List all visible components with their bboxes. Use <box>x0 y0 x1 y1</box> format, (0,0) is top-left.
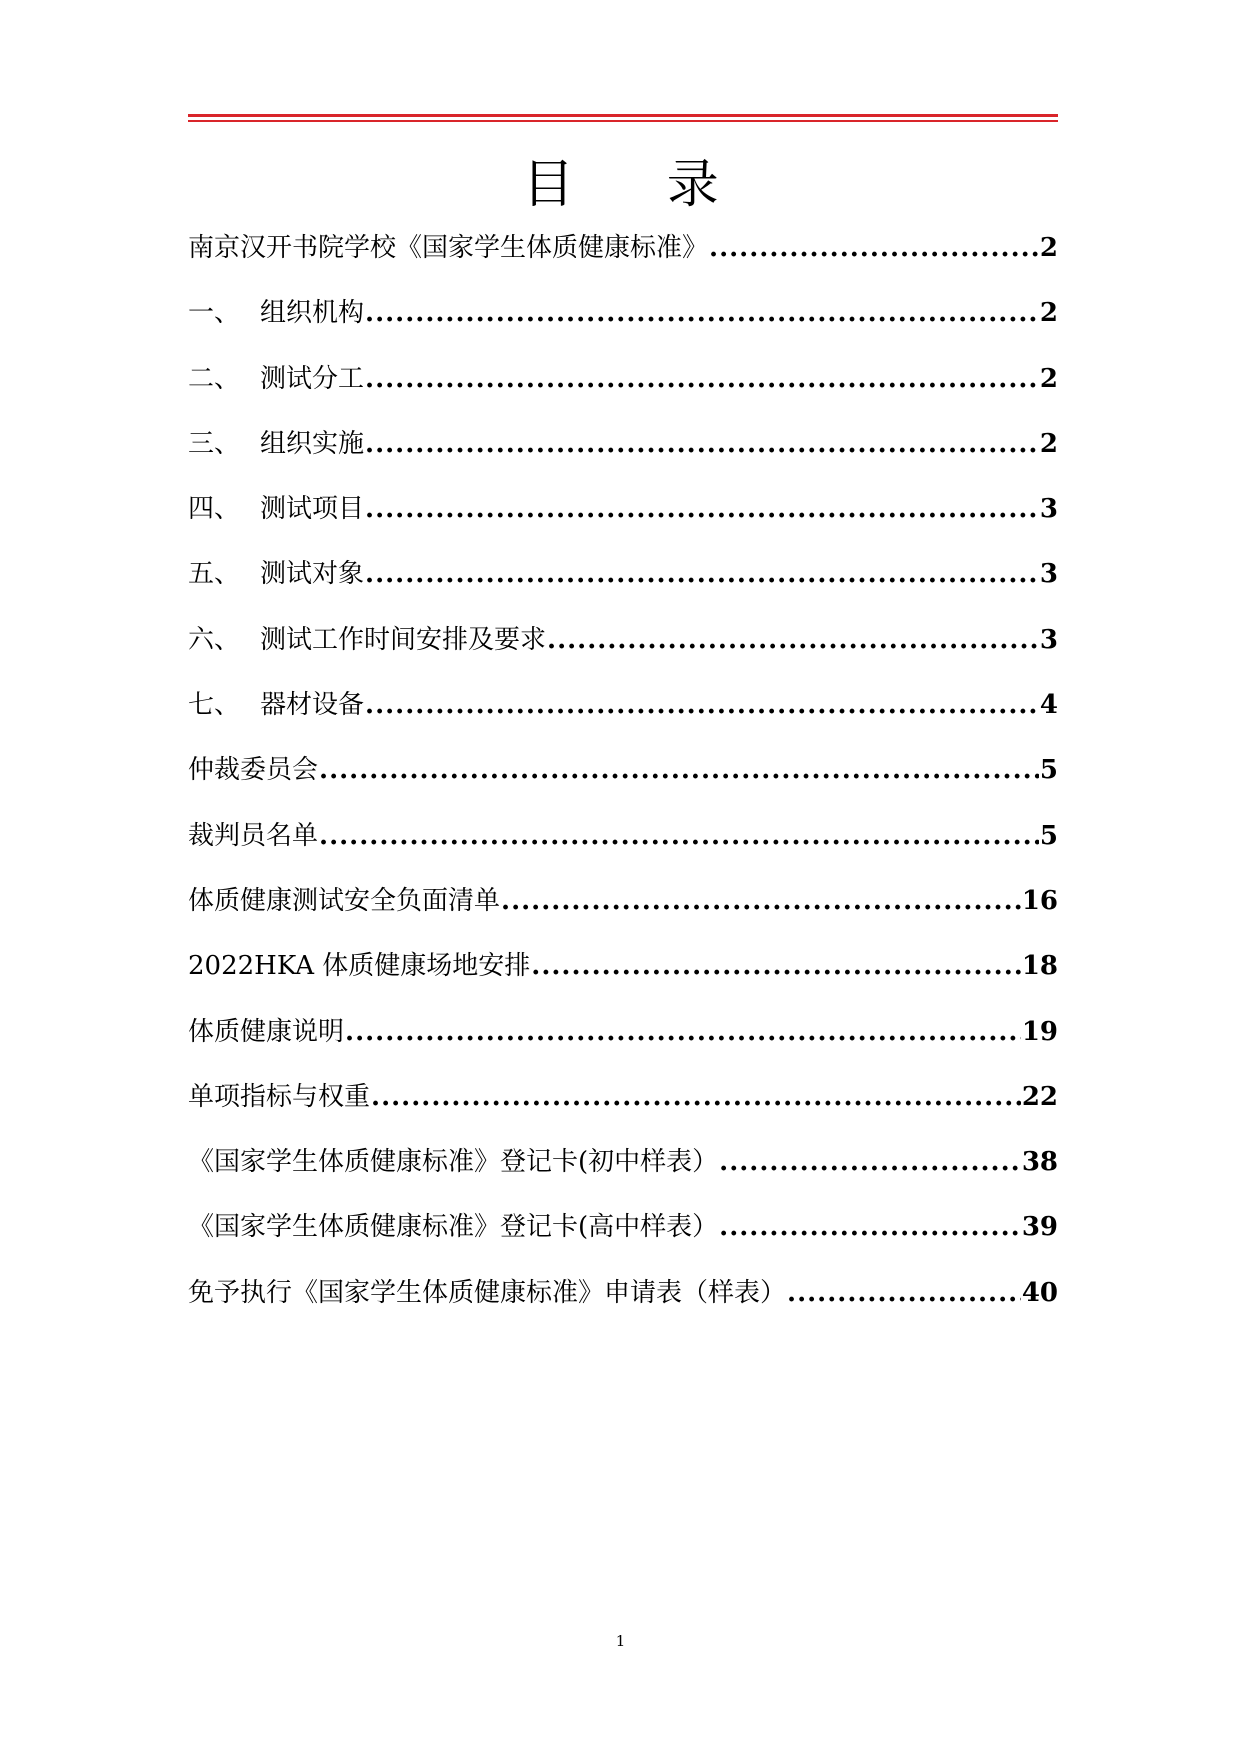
toc-entry[interactable] <box>188 489 1058 554</box>
toc-entry[interactable] <box>188 881 1058 946</box>
toc-title: 目 录 <box>522 155 757 215</box>
toc-entry[interactable] <box>188 359 1058 424</box>
toc-entry[interactable] <box>188 1077 1058 1142</box>
toc-entry[interactable] <box>188 816 1058 881</box>
toc-entry-text: 测试项目 <box>260 494 365 525</box>
toc-entry-page: 2 <box>1039 298 1058 329</box>
toc-entry-text: 免予执行《国家学生体质健康标准》申请表（样表） <box>188 1277 787 1308</box>
toc-entry-page: 16 <box>1021 885 1058 916</box>
toc-entry[interactable] <box>188 750 1058 815</box>
toc-dot-leader <box>547 620 1039 660</box>
toc-dot-leader <box>709 228 1039 268</box>
toc-entry-text: 2022HKA 体质健康场地安排 <box>188 951 531 982</box>
toc-entry-text: 测试分工 <box>260 363 365 394</box>
toc-list <box>188 228 1058 1338</box>
toc-entry[interactable] <box>188 685 1058 750</box>
toc-entry[interactable] <box>188 424 1058 489</box>
toc-dot-leader <box>719 1142 1021 1182</box>
toc-entry-number: 四、 <box>188 494 241 525</box>
toc-dot-leader <box>365 554 1039 594</box>
toc-entry[interactable] <box>188 228 1058 293</box>
toc-entry[interactable] <box>188 1273 1058 1338</box>
toc-entry-page: 3 <box>1039 624 1058 655</box>
toc-entry-page: 19 <box>1021 1016 1058 1047</box>
toc-entry-number: 一、 <box>188 298 241 329</box>
toc-entry-text: 体质健康说明 <box>188 1016 345 1047</box>
toc-entry[interactable] <box>188 1012 1058 1077</box>
toc-entry-text: 单项指标与权重 <box>188 1081 371 1112</box>
toc-entry-text: 《国家学生体质健康标准》登记卡(高中样表） <box>188 1212 719 1243</box>
toc-entry-text: 仲裁委员会 <box>188 755 319 786</box>
toc-entry-text: 组织机构 <box>260 298 365 329</box>
toc-entry-number: 七、 <box>188 690 241 721</box>
toc-entry-text: 《国家学生体质健康标准》登记卡(初中样表） <box>188 1147 719 1178</box>
toc-entry-number: 三、 <box>188 428 241 459</box>
toc-dot-leader <box>365 359 1039 399</box>
toc-entry-text: 南京汉开书院学校《国家学生体质健康标准》 <box>188 233 709 263</box>
toc-entry[interactable] <box>188 554 1058 619</box>
toc-entry[interactable] <box>188 946 1058 1011</box>
toc-dot-leader <box>365 293 1039 333</box>
toc-dot-leader <box>719 1207 1021 1247</box>
toc-entry[interactable] <box>188 1207 1058 1272</box>
page-number: 1 <box>615 1632 626 1650</box>
toc-dot-leader <box>345 1012 1021 1052</box>
toc-entry-text: 裁判员名单 <box>188 820 319 851</box>
toc-entry[interactable] <box>188 293 1058 358</box>
toc-entry-text: 器材设备 <box>260 690 365 721</box>
toc-entry-page: 2 <box>1039 428 1058 459</box>
toc-entry[interactable] <box>188 1142 1058 1207</box>
toc-dot-leader <box>319 750 1039 790</box>
toc-dot-leader <box>319 816 1039 856</box>
toc-entry-text: 体质健康测试安全负面清单 <box>188 885 501 916</box>
toc-entry-page: 39 <box>1021 1212 1058 1243</box>
toc-entry-text: 测试工作时间安排及要求 <box>260 624 547 655</box>
toc-entry-page: 2 <box>1039 233 1058 263</box>
toc-entry-page: 40 <box>1021 1277 1058 1308</box>
toc-entry-page: 2 <box>1039 363 1058 394</box>
toc-dot-leader <box>531 946 1021 986</box>
toc-entry-page: 4 <box>1039 690 1058 721</box>
toc-dot-leader <box>501 881 1021 921</box>
toc-entry-text: 组织实施 <box>260 428 365 459</box>
toc-dot-leader <box>365 489 1039 529</box>
toc-dot-leader <box>365 685 1039 725</box>
toc-entry-text: 测试对象 <box>260 559 365 590</box>
toc-entry-page: 5 <box>1039 820 1058 851</box>
toc-dot-leader <box>365 424 1039 464</box>
toc-dot-leader <box>787 1273 1021 1313</box>
toc-entry-page: 5 <box>1039 755 1058 786</box>
toc-entry-page: 22 <box>1021 1081 1058 1112</box>
toc-entry-page: 18 <box>1021 951 1058 982</box>
toc-entry-number: 二、 <box>188 363 241 394</box>
toc-entry-page: 3 <box>1039 559 1058 590</box>
header-rule-top <box>188 114 1058 117</box>
toc-entry-page: 38 <box>1021 1147 1058 1178</box>
toc-entry[interactable] <box>188 620 1058 685</box>
header-rule-bottom <box>188 120 1058 122</box>
toc-entry-number: 六、 <box>188 624 241 655</box>
toc-entry-page: 3 <box>1039 494 1058 525</box>
toc-entry-number: 五、 <box>188 559 241 590</box>
toc-dot-leader <box>371 1077 1021 1117</box>
